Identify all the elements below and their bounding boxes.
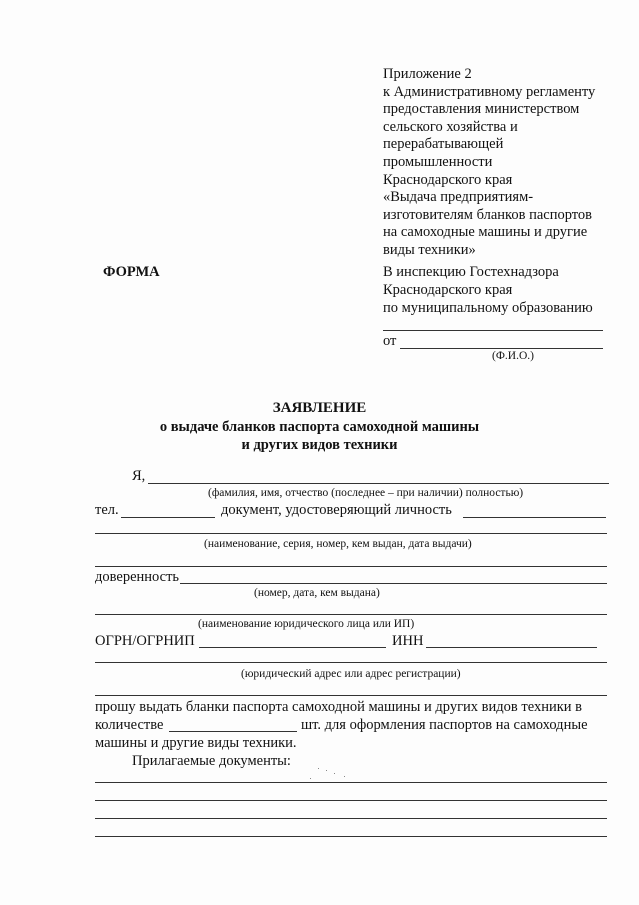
- form-label: ФОРМА: [103, 264, 160, 280]
- address-field-line[interactable]: [95, 662, 607, 663]
- id-doc-hint: (наименование, серия, номер, кем выдан, дата выдачи): [204, 538, 472, 550]
- addressee-line-2: Краснодарского края: [383, 282, 513, 298]
- annex-line: к Административному регламенту: [383, 83, 596, 100]
- addressee-line-3: по муниципальному образованию: [383, 300, 593, 316]
- annex-line: «Выдача предприятиям-: [383, 189, 534, 206]
- legal-entity-hint: (наименование юридического лица или ИП): [198, 618, 415, 630]
- request-line-2-rest: шт. для оформления паспортов на самоходные: [301, 717, 588, 733]
- annex-line: виды техники»: [383, 241, 476, 258]
- annex-line: изготовителям бланков паспортов: [383, 206, 593, 223]
- fio-field-line[interactable]: [148, 483, 609, 484]
- attached-doc-line[interactable]: [95, 836, 607, 837]
- tel-field-line[interactable]: [121, 517, 215, 518]
- poa-label: доверенность: [95, 569, 180, 585]
- legal-entity-field-line[interactable]: [95, 614, 607, 615]
- annex-line: предоставления министерством: [383, 101, 580, 118]
- id-doc-field-line[interactable]: [463, 517, 606, 518]
- id-doc-field-line-2[interactable]: [95, 533, 607, 534]
- annex-line: перерабатывающей: [383, 136, 504, 153]
- scan-speck: [318, 768, 319, 769]
- tel-label: тел.: [95, 502, 119, 518]
- poa-field-line[interactable]: [180, 583, 607, 584]
- id-doc-label: документ, удостоверяющий личность: [221, 502, 452, 518]
- annex-block: [383, 66, 595, 260]
- blank-line[interactable]: [95, 566, 607, 567]
- municipality-field-line[interactable]: [383, 330, 603, 331]
- document-subtitle-2: и других видов техники: [241, 437, 398, 453]
- request-line-3: машины и другие виды техники.: [95, 735, 297, 751]
- scan-speck: [310, 778, 311, 779]
- fio-hint: (фамилия, имя, отчество (последнее – при наличии) полностью): [208, 487, 524, 499]
- poa-hint: (номер, дата, кем выдана): [254, 587, 380, 599]
- attached-doc-line[interactable]: [95, 818, 607, 819]
- addressee-line-1: В инспекцию Гостехнадзора: [383, 264, 559, 280]
- document-subtitle-1: о выдаче бланков паспорта самоходной машины: [159, 419, 480, 435]
- annex-line: сельского хозяйства и: [383, 118, 518, 135]
- attached-doc-line[interactable]: [95, 800, 607, 801]
- inn-label: ИНН: [392, 633, 424, 649]
- address-hint: (юридический адрес или адрес регистрации): [241, 668, 461, 680]
- scan-speck: [326, 770, 327, 771]
- ya-label: Я,: [132, 468, 146, 484]
- document-title: ЗАЯВЛЕНИЕ: [272, 400, 367, 416]
- from-label: от: [383, 333, 397, 349]
- ogrn-field-line[interactable]: [199, 647, 386, 648]
- fio-caption: (Ф.И.О.): [492, 350, 534, 362]
- quantity-label: количестве: [95, 717, 164, 733]
- address-field-line-2[interactable]: [95, 695, 607, 696]
- scan-speck: [344, 776, 345, 777]
- annex-line: на самоходные машины и другие: [383, 224, 588, 241]
- annex-line: Краснодарского края: [383, 171, 513, 188]
- scan-speck: [334, 773, 335, 774]
- quantity-field-line[interactable]: [169, 731, 297, 732]
- annex-line: Приложение 2: [383, 66, 472, 82]
- annex-line: промышленности: [383, 153, 493, 170]
- attached-doc-line[interactable]: [95, 782, 607, 783]
- inn-field-line[interactable]: [426, 647, 597, 648]
- request-line-1: прошу выдать бланки паспорта самоходной машины и других видов техники в: [95, 699, 583, 715]
- attached-docs-label: Прилагаемые документы:: [132, 753, 291, 769]
- ogrn-label: ОГРН/ОГРНИП: [95, 633, 195, 649]
